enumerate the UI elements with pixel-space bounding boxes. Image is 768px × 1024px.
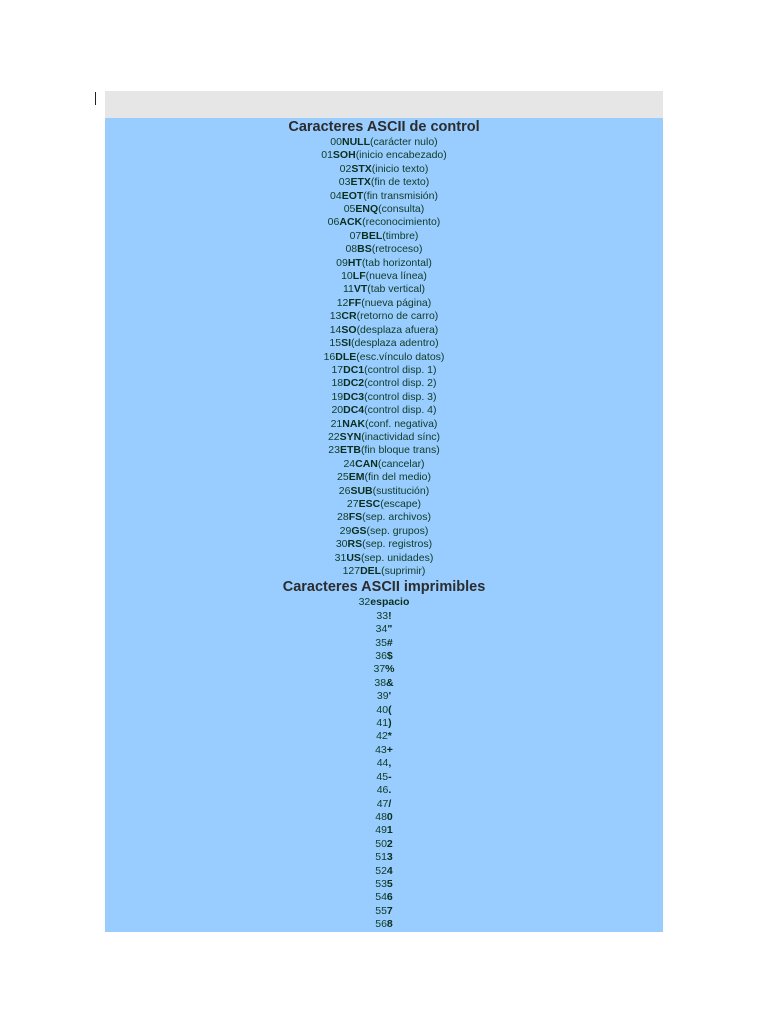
list-item — [105, 610, 663, 623]
ascii-symbol: GS — [351, 524, 367, 537]
list-item — [105, 404, 663, 417]
list-item — [105, 677, 663, 690]
ascii-code: 44 — [376, 757, 389, 770]
list-item — [105, 163, 663, 176]
list-item — [105, 905, 663, 918]
ascii-description: (fin del medio) — [364, 471, 431, 484]
list-item — [105, 704, 663, 717]
list-item — [105, 270, 663, 283]
ascii-description: (sep. archivos) — [362, 511, 431, 524]
ascii-code: 54 — [375, 891, 387, 904]
ascii-description: (inicio texto) — [371, 162, 429, 175]
ascii-code: 13 — [329, 310, 342, 323]
ascii-description: (consulta) — [378, 203, 425, 216]
ascii-description: (sep. unidades) — [360, 551, 434, 564]
ascii-symbol: ) — [388, 717, 392, 730]
list-item — [105, 297, 663, 310]
ascii-code: 02 — [339, 162, 352, 175]
ascii-code: 15 — [329, 337, 342, 350]
ascii-code: 47 — [376, 797, 389, 810]
list-item — [105, 351, 663, 364]
ascii-symbol: 7 — [386, 904, 393, 917]
ascii-symbol: RS — [347, 538, 363, 551]
ascii-description: (suprimir) — [381, 565, 426, 577]
ascii-symbol: - — [388, 770, 392, 783]
list-item — [105, 918, 663, 931]
control-rows-list — [105, 136, 663, 578]
ascii-symbol: EOT — [341, 189, 364, 202]
ascii-code: 16 — [323, 350, 336, 363]
ascii-symbol: FF — [348, 296, 362, 309]
ascii-code: 12 — [336, 296, 349, 309]
list-item — [105, 717, 663, 730]
list-item — [105, 538, 663, 551]
ascii-symbol: DC2 — [343, 377, 365, 390]
ascii-code: 31 — [334, 551, 347, 564]
ascii-symbol: SO — [341, 323, 357, 336]
ascii-description: (desplaza afuera) — [356, 323, 439, 336]
list-item — [105, 283, 663, 296]
list-item — [105, 149, 663, 162]
list-item — [105, 377, 663, 390]
ascii-code: 04 — [330, 189, 342, 202]
ascii-code: 27 — [346, 497, 359, 510]
ascii-symbol: 4 — [386, 864, 393, 877]
ascii-symbol: NULL — [341, 136, 370, 148]
ascii-code: 49 — [375, 824, 387, 837]
ascii-code: 25 — [337, 471, 349, 484]
ascii-symbol: CR — [341, 310, 357, 323]
ascii-code: 37 — [373, 663, 386, 676]
ascii-symbol: 5 — [386, 877, 393, 890]
list-item — [105, 784, 663, 797]
ascii-symbol: 0 — [386, 810, 393, 823]
ascii-symbol: # — [386, 636, 393, 649]
ascii-description: (fin transmisión) — [363, 189, 438, 202]
ascii-symbol: " — [387, 623, 393, 636]
table-header-bar — [105, 91, 663, 118]
ascii-symbol: VT — [353, 283, 368, 296]
list-item — [105, 690, 663, 703]
ascii-symbol: SI — [341, 337, 352, 350]
ascii-code: 22 — [327, 430, 340, 443]
ascii-description: (inicio encabezado) — [355, 149, 447, 162]
ascii-code: 48 — [375, 810, 387, 823]
list-item — [105, 650, 663, 663]
ascii-code: 09 — [336, 256, 348, 269]
list-item — [105, 444, 663, 457]
ascii-symbol: CAN — [355, 457, 378, 470]
list-item — [105, 891, 663, 904]
ascii-symbol: * — [387, 730, 392, 743]
ascii-code: 26 — [338, 484, 351, 497]
ascii-symbol: 1 — [386, 824, 393, 837]
ascii-description: (cancelar) — [377, 457, 425, 470]
ascii-code: 35 — [375, 636, 387, 649]
ascii-code: 29 — [339, 524, 352, 537]
list-item — [105, 337, 663, 350]
ascii-symbol: DC3 — [343, 390, 365, 403]
list-item — [105, 838, 663, 851]
ascii-code: 34 — [375, 623, 388, 636]
list-item — [105, 310, 663, 323]
ascii-symbol: ETB — [339, 444, 361, 457]
ascii-description: (control disp. 2) — [364, 377, 437, 390]
list-item — [105, 798, 663, 811]
ascii-code: 28 — [337, 511, 349, 524]
list-item — [105, 257, 663, 270]
ascii-code: 38 — [374, 676, 387, 689]
list-item — [105, 851, 663, 864]
ascii-code: 20 — [331, 404, 344, 417]
ascii-code: 17 — [331, 363, 344, 376]
ascii-symbol: DC1 — [343, 363, 365, 376]
ascii-description: (inactividad sínc) — [361, 430, 441, 443]
ascii-code: 07 — [349, 229, 362, 242]
ascii-code: 14 — [329, 323, 342, 336]
ascii-symbol: , — [388, 757, 392, 770]
ascii-table-panel — [105, 118, 663, 932]
list-item — [105, 565, 663, 578]
ascii-description: (tab horizontal) — [361, 256, 432, 269]
list-item — [105, 243, 663, 256]
list-item — [105, 190, 663, 203]
ascii-code: 43 — [375, 743, 387, 756]
ascii-code: 45 — [376, 770, 389, 783]
list-item — [105, 824, 663, 837]
ascii-description: (sep. grupos) — [366, 524, 429, 537]
ascii-symbol: DC4 — [343, 404, 365, 417]
ascii-code: 56 — [375, 918, 387, 931]
ascii-symbol: 2 — [386, 837, 393, 850]
list-item — [105, 552, 663, 565]
ascii-symbol: ETX — [350, 176, 371, 189]
list-item — [105, 176, 663, 189]
list-item — [105, 663, 663, 676]
ascii-description: (desplaza adentro) — [351, 337, 439, 350]
ascii-code: 30 — [335, 538, 348, 551]
list-item — [105, 811, 663, 824]
ascii-code: 55 — [375, 904, 387, 917]
ascii-description: (nueva línea) — [365, 270, 427, 283]
ascii-description: (timbre) — [382, 229, 419, 242]
ascii-code: 05 — [343, 203, 356, 216]
ascii-code: 39 — [376, 690, 389, 703]
ascii-code: 50 — [375, 837, 387, 850]
ascii-symbol: STX — [351, 162, 372, 175]
ascii-code: 08 — [345, 243, 358, 256]
list-item — [105, 525, 663, 538]
ascii-symbol: BS — [357, 243, 372, 256]
control-section-title: Caracteres ASCII de control — [288, 119, 480, 135]
ascii-description: (fin de texto) — [370, 176, 430, 189]
ascii-code: 36 — [375, 650, 387, 663]
list-item — [105, 757, 663, 770]
printable-section-title: Caracteres ASCII imprimibles — [282, 579, 486, 596]
ascii-description: (retorno de carro) — [356, 310, 439, 323]
list-item — [105, 458, 663, 471]
ascii-description: (esc.vínculo datos) — [356, 350, 445, 363]
ascii-code: 21 — [330, 417, 343, 430]
ascii-code: 00 — [330, 136, 342, 148]
ascii-symbol: EM — [348, 471, 365, 484]
ascii-code: 52 — [375, 864, 387, 877]
ascii-symbol: SYN — [339, 430, 362, 443]
ascii-symbol: ESC — [358, 497, 381, 510]
list-item — [105, 771, 663, 784]
ascii-description: (tab vertical) — [367, 283, 426, 296]
ascii-code: 06 — [327, 216, 340, 229]
ascii-symbol: FS — [348, 511, 363, 524]
ascii-code: 24 — [343, 457, 356, 470]
printable-rows-list — [105, 596, 663, 931]
list-item — [105, 364, 663, 377]
ascii-description: (control disp. 4) — [364, 404, 437, 417]
ascii-code: 19 — [331, 390, 344, 403]
ascii-symbol: ( — [388, 703, 392, 716]
ascii-symbol: 8 — [386, 918, 393, 931]
ascii-symbol: LF — [352, 270, 366, 283]
text-cursor — [95, 92, 96, 105]
ascii-symbol: US — [346, 551, 361, 564]
ascii-code: 03 — [338, 176, 351, 189]
list-item — [105, 203, 663, 216]
ascii-symbol: DLE — [335, 350, 357, 363]
ascii-code: 127 — [342, 565, 361, 577]
list-item — [105, 596, 663, 609]
ascii-symbol: SOH — [332, 149, 356, 162]
list-item — [105, 498, 663, 511]
ascii-symbol: SUB — [350, 484, 373, 497]
ascii-symbol: ENQ — [355, 203, 379, 216]
ascii-description: (nueva página) — [361, 296, 432, 309]
ascii-symbol: 3 — [386, 851, 393, 864]
ascii-code: 42 — [376, 730, 388, 743]
ascii-symbol: + — [386, 743, 393, 756]
ascii-symbol: ! — [388, 609, 392, 622]
ascii-symbol: . — [388, 784, 392, 797]
list-item — [105, 431, 663, 444]
ascii-code: 40 — [376, 703, 389, 716]
list-item — [105, 418, 663, 431]
list-item — [105, 471, 663, 484]
list-item — [105, 216, 663, 229]
list-item — [105, 623, 663, 636]
ascii-description: (conf. negativa) — [365, 417, 438, 430]
list-item — [105, 730, 663, 743]
list-item — [105, 511, 663, 524]
list-item — [105, 230, 663, 243]
list-item — [105, 136, 663, 149]
ascii-code: 10 — [341, 270, 353, 283]
ascii-description: (control disp. 3) — [364, 390, 437, 403]
ascii-code: 11 — [342, 283, 354, 296]
ascii-description: (escape) — [380, 497, 422, 510]
list-item — [105, 485, 663, 498]
ascii-symbol: / — [388, 797, 392, 810]
ascii-symbol: ACK — [339, 216, 363, 229]
list-item — [105, 637, 663, 650]
ascii-symbol: BEL — [361, 229, 383, 242]
ascii-code: 46 — [376, 784, 389, 797]
ascii-description: (control disp. 1) — [364, 363, 437, 376]
ascii-description: (retroceso) — [371, 243, 423, 256]
ascii-symbol: HT — [347, 256, 362, 269]
ascii-description: (reconocimiento) — [362, 216, 441, 229]
list-item — [105, 391, 663, 404]
list-item — [105, 865, 663, 878]
ascii-description: (fin bloque trans) — [360, 444, 440, 457]
ascii-description: (sustitución) — [372, 484, 430, 497]
list-item — [105, 324, 663, 337]
ascii-symbol: 6 — [386, 891, 393, 904]
ascii-code: 33 — [376, 609, 389, 622]
ascii-symbol: DEL — [360, 565, 382, 577]
ascii-code: 01 — [321, 149, 333, 162]
ascii-symbol: ' — [388, 690, 392, 703]
ascii-code: 41 — [376, 717, 389, 730]
ascii-symbol: NAK — [342, 417, 366, 430]
list-item — [105, 744, 663, 757]
ascii-code: 51 — [375, 851, 387, 864]
ascii-code: 18 — [331, 377, 344, 390]
ascii-description: (sep. registros) — [362, 538, 433, 551]
ascii-symbol: espacio — [370, 596, 410, 609]
ascii-symbol: $ — [386, 650, 393, 663]
ascii-code: 32 — [358, 596, 371, 609]
ascii-symbol: & — [386, 676, 394, 689]
list-item — [105, 878, 663, 891]
ascii-symbol: % — [385, 663, 395, 676]
ascii-description: (carácter nulo) — [369, 136, 438, 148]
ascii-code: 23 — [328, 444, 340, 457]
ascii-code: 53 — [375, 877, 387, 890]
